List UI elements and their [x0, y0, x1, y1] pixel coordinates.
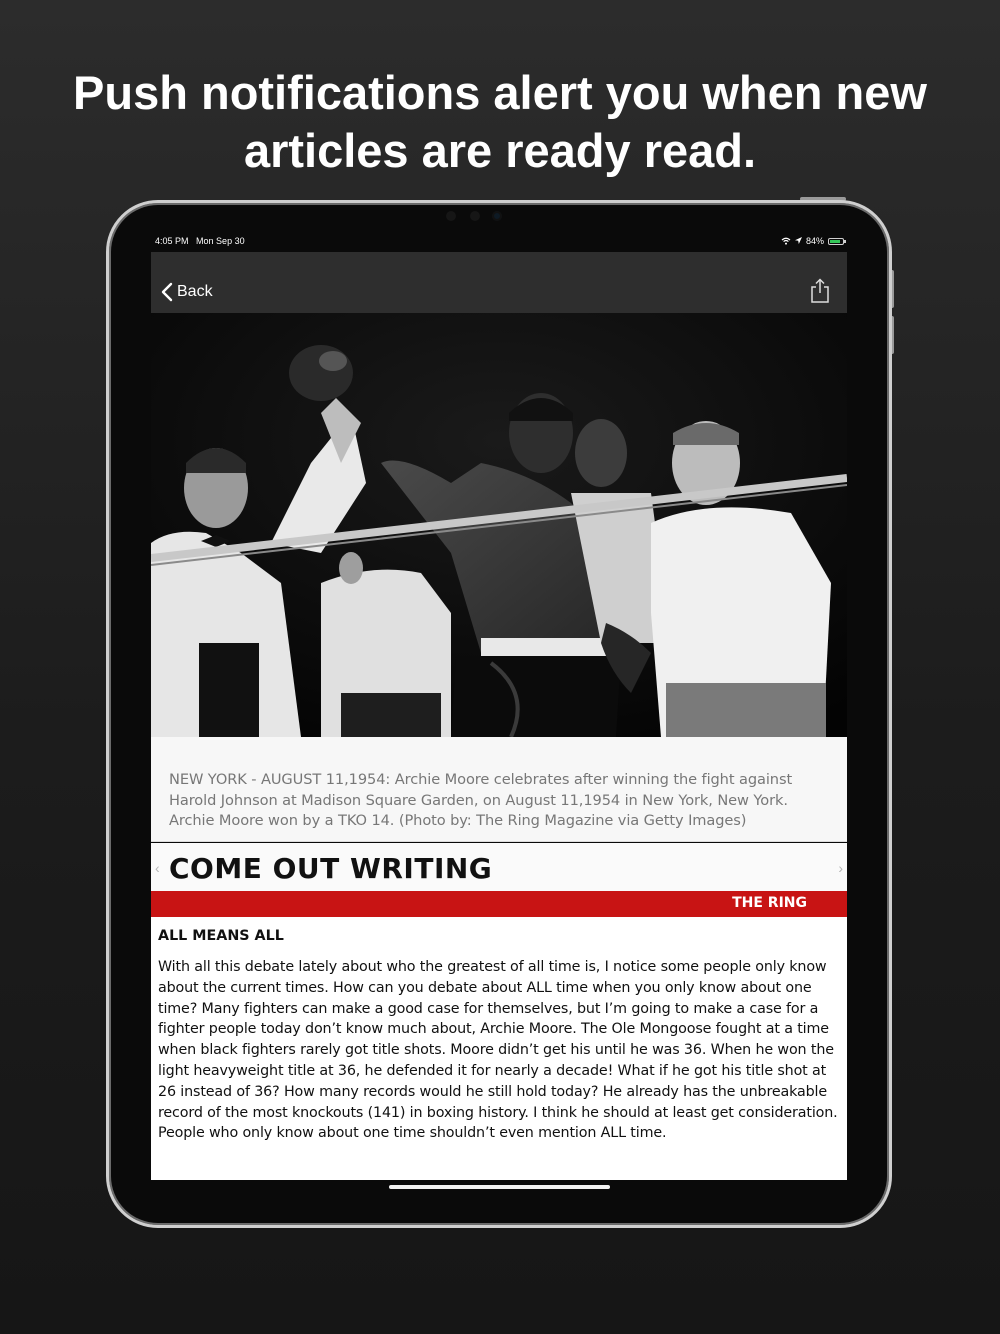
- section-title: COME OUT WRITING: [169, 852, 493, 885]
- source-bar: [151, 891, 847, 917]
- section-title-row: [151, 843, 847, 891]
- chevron-left-icon[interactable]: ‹: [155, 860, 160, 876]
- article-text: With all this debate lately about who the greatest of all time is, I notice some people only know about the current times. How can you debate about ALL time when you only know about one time? Many fighters can make a good case for themselves, but I’m going to make a case for a fighter people today don’t know much about, Archie Moore. The Ole Mongoose fought at a time when black fighters rarely got title shots. Moore didn’t get his until he was 36. When he won the light heavyweight title at 36, he defended it for nearly a decade! What if he got his title shot at 26 instead of 36? How many records would he still hold today? He already has the unbreakable record of the most knockouts (141) in boxing history. I think he should at least get consideration. People who only know about one time shouldn’t even mention ALL time.: [158, 959, 838, 1142]
- article-body: [151, 917, 847, 1180]
- back-button[interactable]: [161, 280, 213, 304]
- battery-percent: 84%: [805, 236, 824, 246]
- sensor-icon: [470, 211, 480, 221]
- status-time: 4:05 PM: [155, 236, 189, 246]
- promo-headline-line-1: Push notifications alert you when new: [73, 66, 927, 119]
- wifi-icon: [781, 237, 791, 245]
- promo-headline-line-2: articles are ready read.: [243, 124, 757, 177]
- chevron-right-icon[interactable]: ›: [838, 860, 843, 876]
- back-label: Back: [177, 283, 213, 300]
- sensor-icon: [446, 211, 456, 221]
- location-icon: [795, 237, 802, 245]
- source-label: THE RING: [732, 895, 807, 911]
- boxing-photo: [151, 313, 847, 737]
- chevron-left-icon: [161, 282, 173, 302]
- article-heading: ALL MEANS ALL: [158, 928, 284, 944]
- battery-icon: [828, 238, 844, 245]
- battery-level: [830, 240, 840, 243]
- promo-headline: [0, 64, 1000, 180]
- front-camera-icon: [492, 211, 502, 221]
- nav-bar: [151, 252, 847, 313]
- status-date: Mon Sep 30: [196, 236, 245, 246]
- status-bar: [150, 233, 848, 249]
- article-photo: [151, 313, 847, 737]
- home-indicator[interactable]: [389, 1185, 610, 1189]
- share-icon[interactable]: [809, 278, 831, 304]
- photo-caption: NEW YORK - AUGUST 11,1954: Archie Moore celebrates after winning the fight against Harold Johnson at Madison Square Garden, on August 11,1954 in New York, New York. Archie Moore won by a TKO 14. (Photo by: The Ring Magazine via Getty Images): [151, 737, 847, 842]
